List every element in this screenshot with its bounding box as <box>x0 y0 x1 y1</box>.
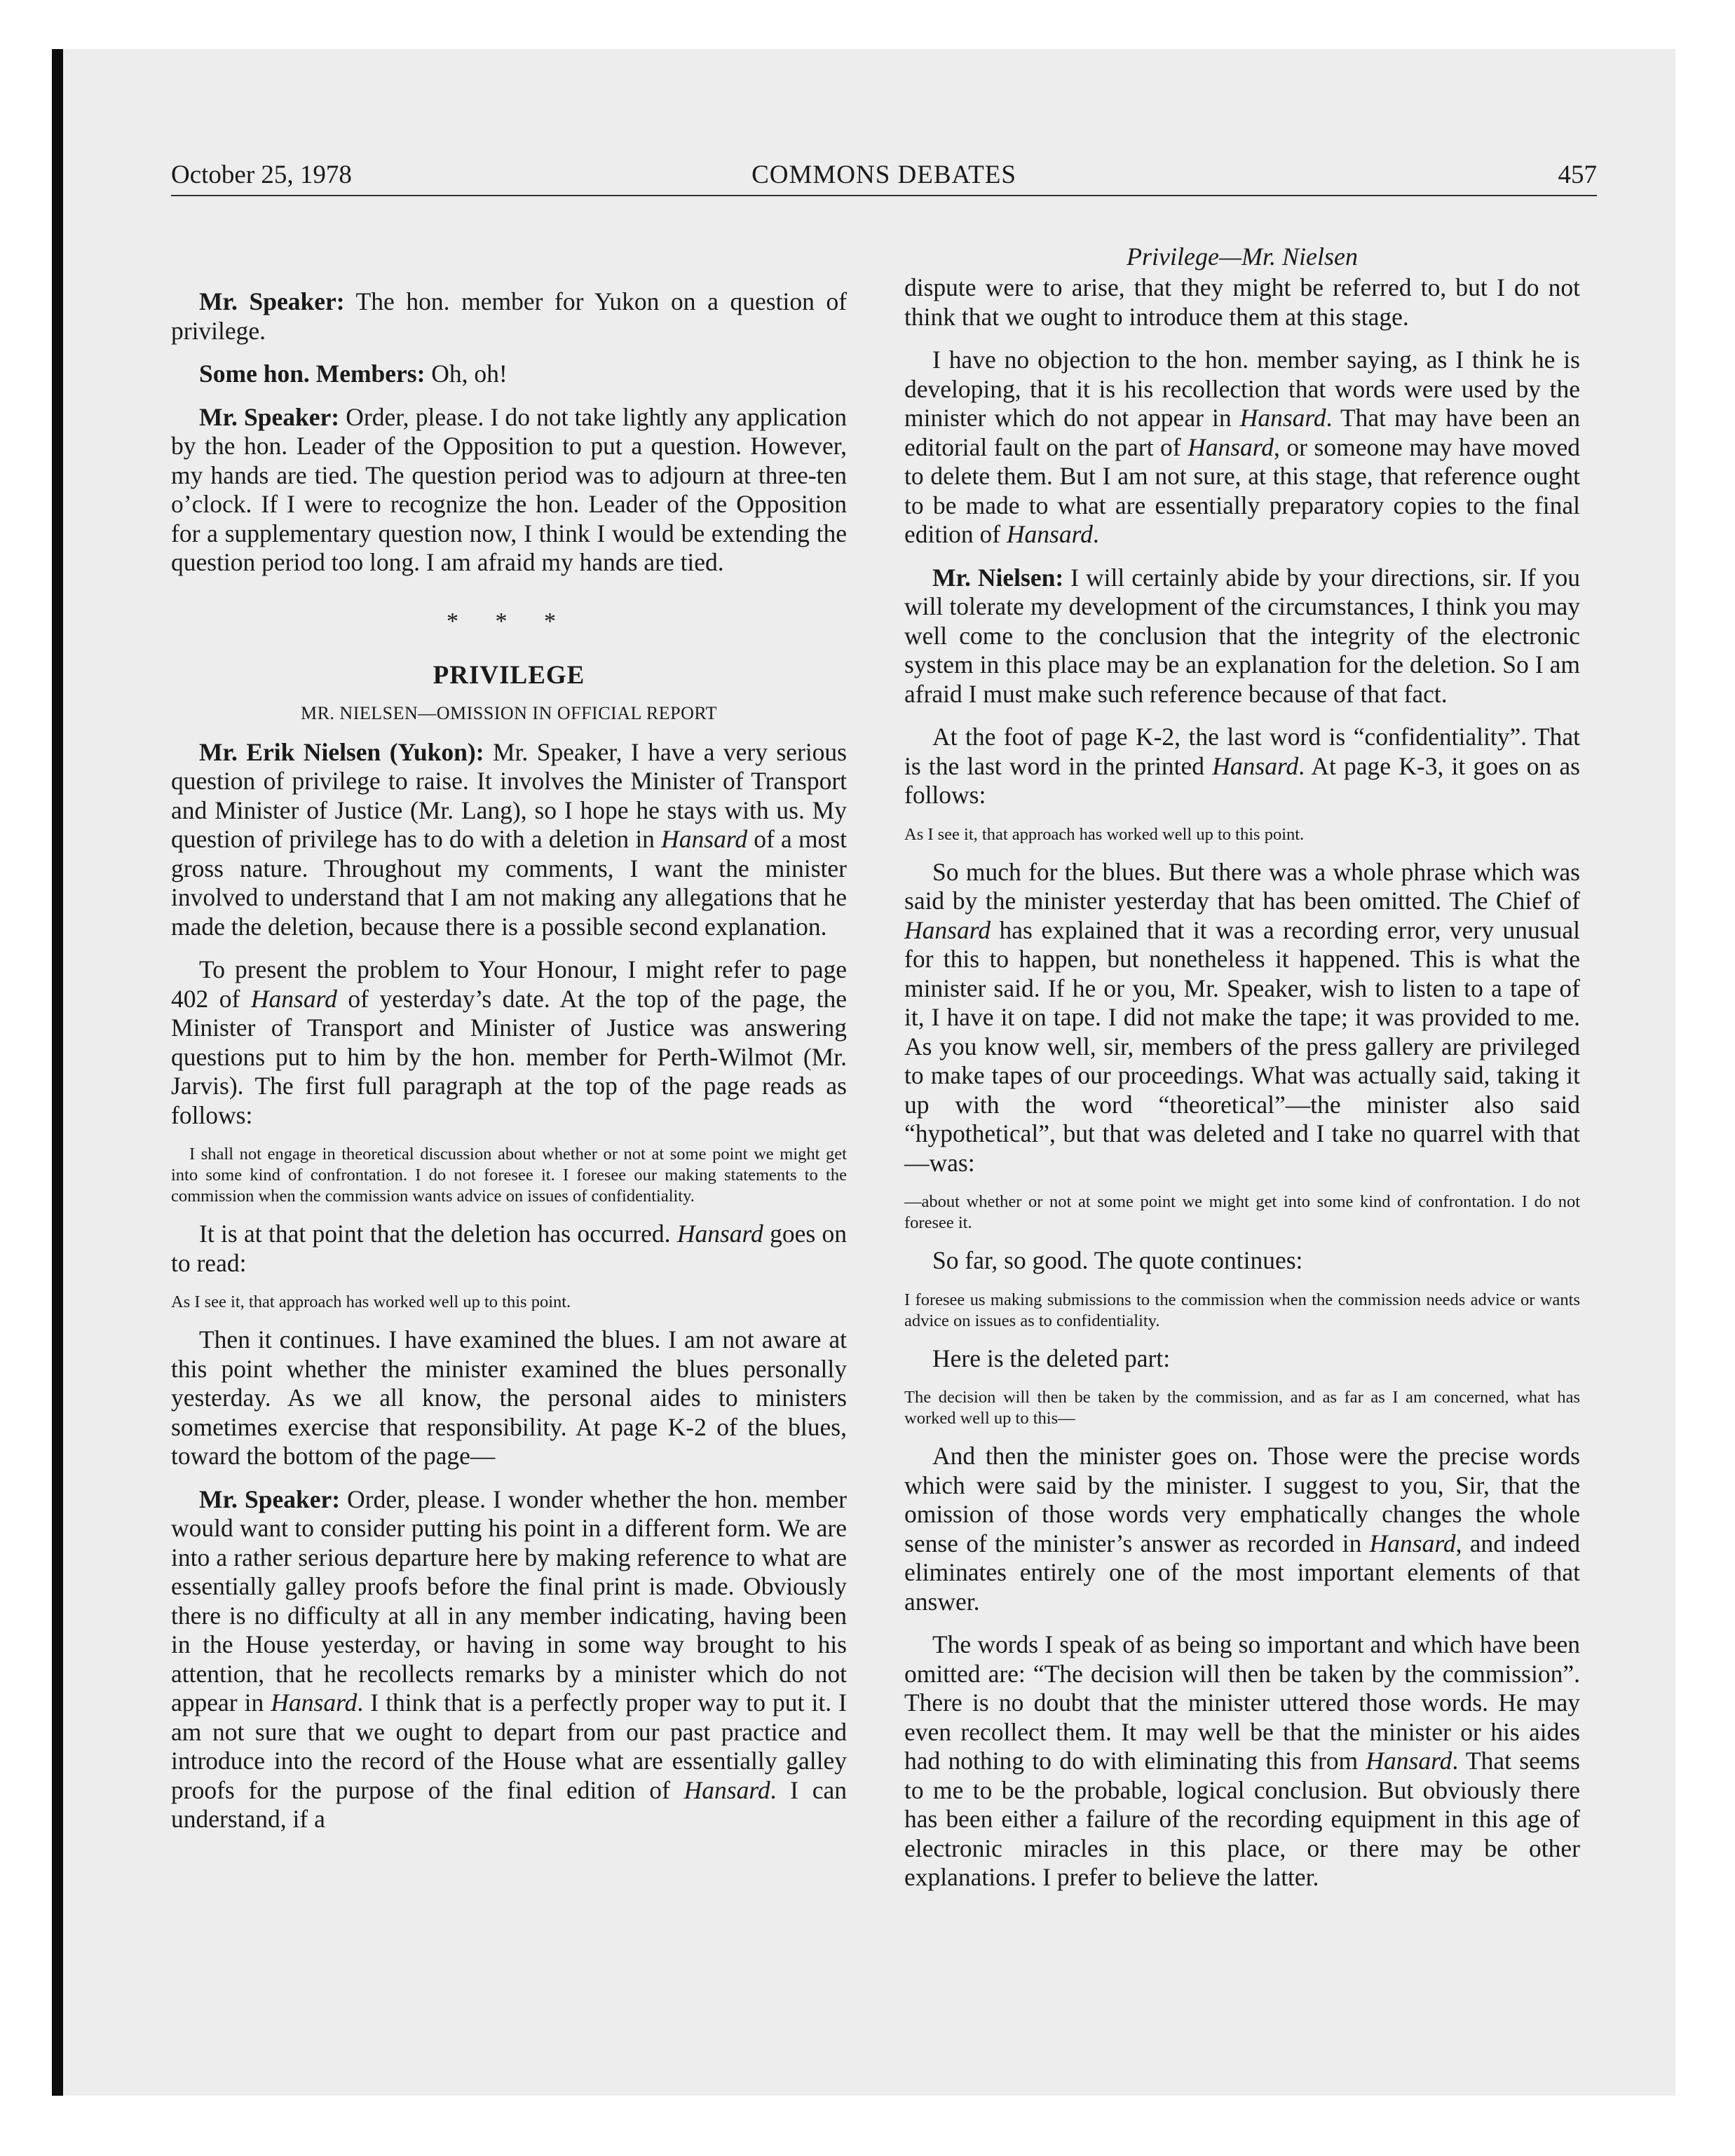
paragraph: At the foot of page K-2, the last word is “confidentiality”. That is the last word in the printed Hansard. At page K-3, it goes on as follows: <box>904 723 1580 809</box>
paragraph: Some hon. Members: Oh, oh! <box>199 360 508 388</box>
speaker-name: Mr. Speaker: <box>199 402 340 431</box>
page-header <box>171 161 1597 196</box>
paragraph: Mr. Speaker: Order, please. I do not take lightly any application by the hon. Leader of the Opposition to put a question. However, my hands are tied. The question period was to adjourn at three-ten o’clock. If I were to recognize the hon. Leader of the Opposition for a supplementary question now, I think I would be extending the question period too long. I am afraid my hands are tied. <box>171 402 847 576</box>
left-column <box>171 287 847 1848</box>
paragraph: I have no objection to the hon. member saying, as I think he is developing, that it is his recollection that words were used by the minister which do not appear in Hansard. That may have been an editorial fault on the part of Hansard, or someone may have moved to delete them. But I am not sure, at this stage, that reference ought to be made to what are essentially preparatory copies to the final edition of Hansard. <box>904 346 1581 548</box>
header-title: COMMONS DEBATES <box>751 161 1016 189</box>
section-separator: * * * <box>447 608 571 634</box>
speaker-name: Some hon. Members: <box>199 360 426 388</box>
speaker-name: Mr. Nielsen: <box>932 563 1064 592</box>
speaker-name: Mr. Speaker: <box>199 1485 341 1513</box>
paragraph: Mr. Erik Nielsen (Yukon): Mr. Speaker, I have a very serious question of privilege to raise. It involves the Minister of Transport and Minister of Justice (Mr. Lang), so I hope he stays with us. My question of privilege has to do with a deletion in Hansard of a most gross nature. Throughout my comments, I want the minister involved to understand that I am not making any allegations that he made the deletion, because there is a possible second explanation. <box>171 737 847 941</box>
header-date: October 25, 1978 <box>171 161 352 189</box>
paragraph: So far, so good. The quote continues: <box>932 1246 1303 1274</box>
paragraph: Mr. Speaker: Order, please. I wonder whether the hon. member would want to consider putting his point in a different form. We are into a rather serious departure here by making reference to what are essentially galley proofs before the final print is made. Obviously there is no difficulty at all in any member indicating, having been in the House yesterday, or having in some way brought to his attention, that he recollects remarks by a minister which do not appear in Hansard. I think that is a perfectly proper way to put it. I am not sure that we ought to depart from our past practice and introduce into the record of the House what are essentially galley proofs for the purpose of the final edition of Hansard. I can understand, if a <box>171 1485 848 1833</box>
page-number: 457 <box>1558 161 1597 189</box>
speaker-name: Mr. Erik Nielsen (Yukon): <box>199 737 484 766</box>
block-quote: I foresee us making submissions to the commission when the commission needs advice or wants advice on issues as to confidentiality. <box>904 1290 1580 1330</box>
block-quote: I shall not engage in theoretical discussion about whether or not at some point we might get into some kind of confrontation. I do not foresee it. I foresee our making statements to the commission when the commission wants advice on issues of confidentiality. <box>171 1145 847 1206</box>
block-quote: The decision will then be taken by the commission, and as far as I am concerned, what has worked well up to this— <box>904 1388 1580 1428</box>
paragraph: To present the problem to Your Honour, I might refer to page 402 of Hansard of yesterday’s date. At the top of the page, the Minister of Transport and Minister of Justice was answering questions put to him by the hon. member for Perth-Wilmot (Mr. Jarvis). The first full paragraph at the top of the page reads as follows: <box>171 955 847 1129</box>
block-quote: As I see it, that approach has worked well up to this point. <box>904 824 1305 844</box>
paragraph: Here is the deleted part: <box>932 1344 1171 1372</box>
running-head: Privilege—Mr. Nielsen <box>1127 243 1358 271</box>
right-column <box>904 243 1580 1906</box>
speaker-name: Mr. Speaker: <box>199 287 345 315</box>
paragraph: It is at that point that the deletion has occurred. Hansard goes on to read: <box>171 1220 847 1277</box>
paragraph: Mr. Speaker: The hon. member for Yukon on a question of privilege. <box>171 287 848 345</box>
paragraph: The words I speak of as being so important and which have been omitted are: “The decision will then be taken by the commission”. There is no doubt that the minister uttered those words. He may even recollect them. It may well be that the minister or his aides had nothing to do with eliminating this from Hansard. That seems to me to be the probable, logical conclusion. But obviously there has been either a failure of the recording equipment in this age of electronic miracles in this place, or there may be other explanations. I prefer to believe the latter. <box>904 1630 1580 1891</box>
page-content <box>171 161 1597 1891</box>
block-quote: As I see it, that approach has worked well up to this point. <box>171 1292 571 1311</box>
paragraph: And then the minister goes on. Those were the precise words which were said by the minister. I suggest to you, Sir, that the omission of those words very emphatically changes the whole sense of the minister’s answer as recorded in Hansard, and indeed eliminates entirely one of the most important elements of that answer. <box>904 1442 1580 1616</box>
paragraph: Then it continues. I have examined the blues. I am not aware at this point whether the minister examined the blues personally yesterday. As we all know, the personal aides to ministers sometimes exercise that responsibility. At page K-2 of the blues, toward the bottom of the page— <box>171 1325 847 1470</box>
subsection-heading: MR. NIELSEN—OMISSION IN OFFICIAL REPORT <box>300 702 718 723</box>
scan-edge <box>52 49 63 2096</box>
paragraph: Mr. Nielsen: I will certainly abide by your directions, sir. If you will tolerate my development of the circumstances, I think you may well come to the conclusion that the integrity of the electronic system in this place may be an explanation for the deletion. So I am afraid I must make such reference because of that fact. <box>904 563 1580 708</box>
paragraph: So much for the blues. But there was a whole phrase which was said by the minister yesterday that has been omitted. The Chief of Hansard has explained that it was a recording error, very unusual for this to happen, but nonetheless it happened. This is what the minister said. If he or you, Mr. Speaker, wish to listen to a tape of it, I have it on tape. I did not make the tape; it was provided to me. As you know well, sir, members of the press gallery are privileged to make tapes of our proceedings. What was actually said, taking it up with the word “theoretical”—the minister also said “hypothetical”, but that was deleted and I take no quarrel with that—was: <box>904 857 1580 1177</box>
section-heading: PRIVILEGE <box>433 660 585 690</box>
paragraph: dispute were to arise, that they might be referred to, but I do not think that we ought to introduce them at this stage. <box>904 273 1580 331</box>
block-quote: —about whether or not at some point we might get into some kind of confrontation. I do not foresee it. <box>904 1192 1580 1232</box>
